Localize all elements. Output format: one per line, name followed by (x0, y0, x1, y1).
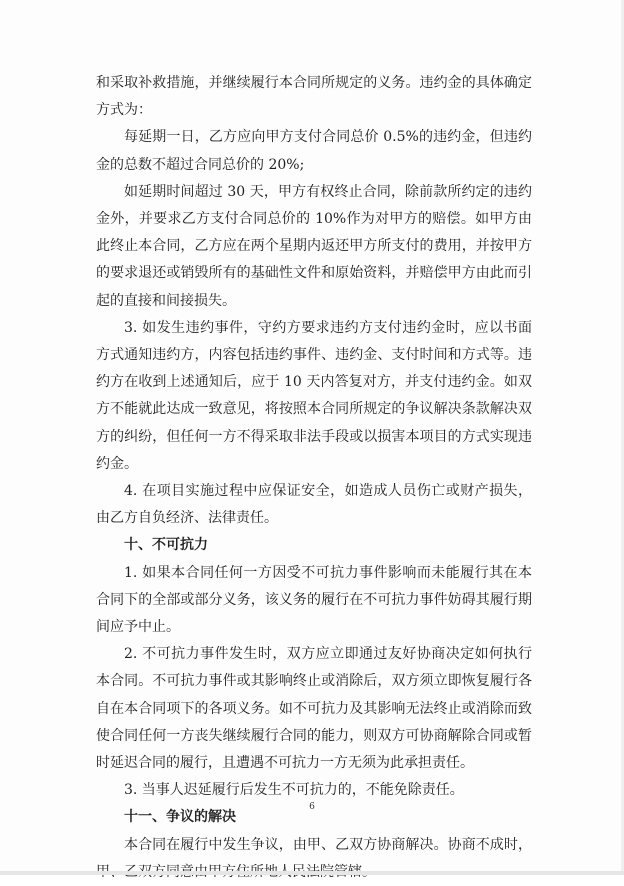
section-heading-dispute-resolution: 十一、争议的解决 (124, 809, 236, 826)
paragraph-force-majeure-suspension: 1. 如果本合同任何一方因受不可抗力事件影响而未能履行其在本合同下的全部或部分义务，该义务的履行在不可抗力事件妨碍其履行期间应予中止。 (96, 564, 532, 636)
paragraph-safety-liability: 4. 在项目实施过程中应保证安全，如造成人员伤亡或财产损失，由乙方自负经济、法律责任。 (96, 483, 532, 527)
paragraph-dispute-jurisdiction: 本合同在履行中发生争议，由甲、乙双方协商解决。协商不成时， (124, 836, 532, 853)
section-heading-force-majeure: 十、不可抗力 (124, 537, 208, 554)
paragraph-remedy-continuation: 和采取补救措施，并继续履行本合同所规定的义务。违约金的具体确定方式为： (96, 75, 532, 119)
page-number: 6 (309, 802, 315, 812)
paragraph-breach-notice: 3. 如发生违约事件，守约方要求违约方支付违约金时，应以书面方式通知违约方，内容包括违约事件、违约金、支付时间和方式等。违约方在收到上述通知后，应于 10 天内答复对方，并支付违约金。如双方不能就此达成一致意见，将按照本合同所规定的争议解决条款解决双方的纠纷，但任何一方不得采取非法手段或以损害本项目的方式实现违约金。 (96, 319, 532, 472)
scan-edge-bottom (0, 871, 624, 875)
paragraph-delay-termination: 如延期时间超过 30 天，甲方有权终止合同，除前款所约定的违约金外，并要求乙方支付合同总价的 10%作为对甲方的赔偿。如甲方由此终止本合同，乙方应在两个星期内返还甲方所支付的费用，并按甲方的要求退还或销毁所有的基础性文件和原始资料，并赔偿甲方由此而引起的直接和间接损失。 (96, 183, 532, 309)
paragraph-daily-penalty: 每延期一日，乙方应向甲方支付合同总价 0.5%的违约金，但违约金的总数不超过合同总价的 20%; (96, 129, 532, 173)
document-body (96, 70, 532, 886)
paragraph-late-performance: 3. 当事人迟延履行后发生不可抗力的，不能免除责任。 (124, 782, 464, 799)
paragraph-force-majeure-negotiation: 2. 不可抗力事件发生时，双方应立即通过友好协商决定如何执行本合同。不可抗力事件或其影响终止或消除后，双方须立即恢复履行各自在本合同项下的各项义务。如不可抗力及其影响无法终止或消除而致使合同任何一方丧失继续履行合同的能力，则双方可协商解除合同或暂时延迟合同的履行，且遭遇不可抗力一方无须为此承担责任。 (96, 646, 532, 772)
